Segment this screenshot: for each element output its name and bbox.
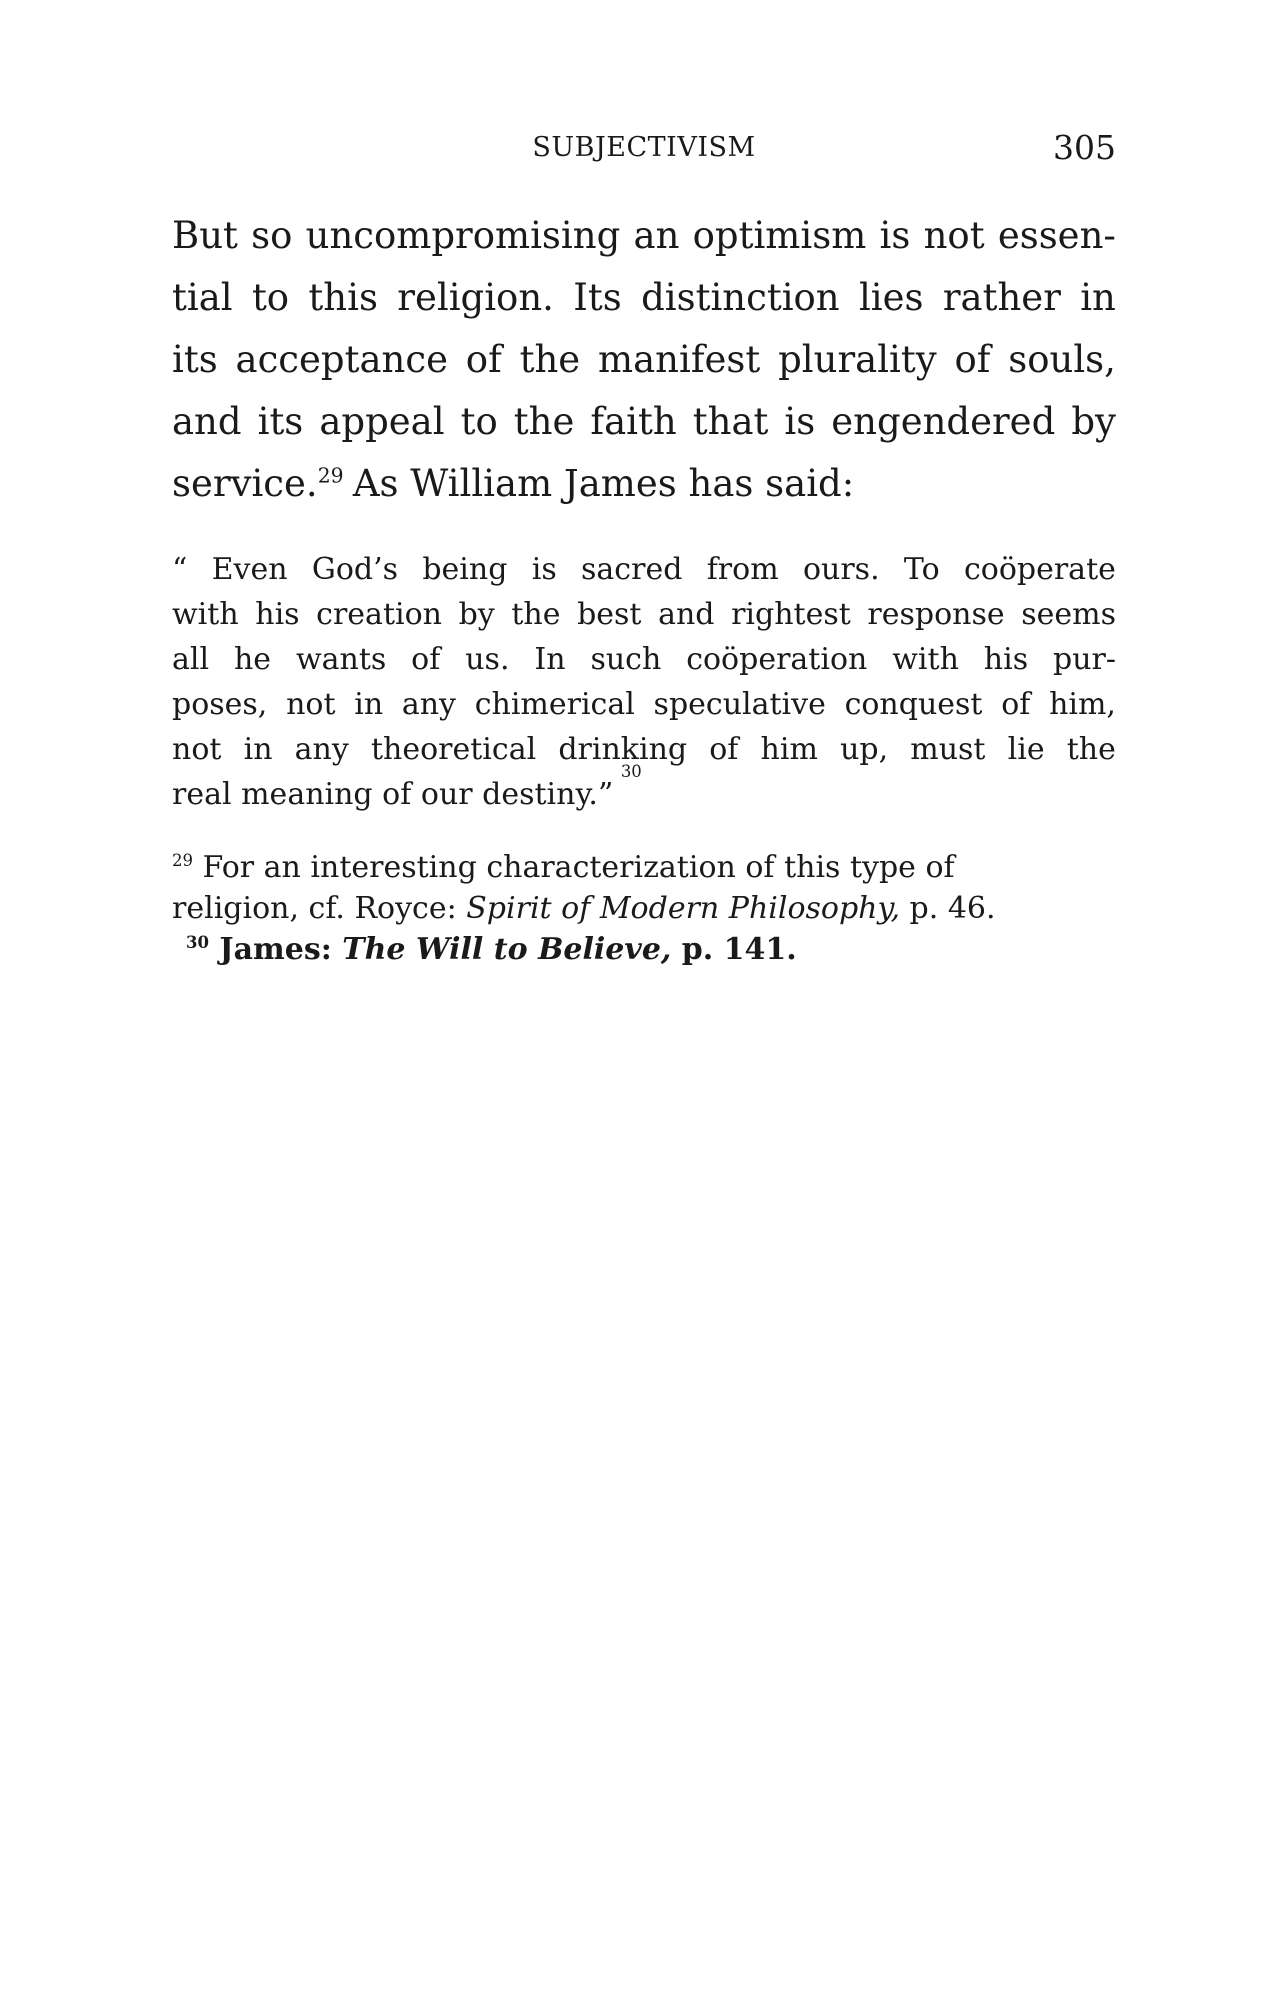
word: so	[251, 214, 293, 257]
word: he	[233, 642, 272, 677]
word: speculative	[653, 687, 826, 722]
paragraph-line-2	[172, 267, 1116, 329]
word: not	[286, 687, 336, 722]
footnote-marker-29: 29	[172, 851, 193, 870]
word: is	[879, 214, 911, 257]
word: rather	[942, 276, 1061, 319]
text-segment	[172, 888, 996, 929]
text-segment: service.	[172, 462, 318, 505]
footnote-ref-29[interactable]: 29	[317, 463, 344, 488]
word: optimism	[692, 214, 867, 257]
word: sacred	[581, 552, 683, 587]
quote-line-1	[172, 547, 1116, 592]
word: engendered	[831, 400, 1056, 443]
word: the	[1066, 732, 1116, 767]
text-segment	[172, 847, 955, 888]
word: distinction	[641, 276, 840, 319]
word: in	[1080, 276, 1116, 319]
word: to	[460, 400, 498, 443]
word: ours.	[802, 552, 880, 587]
text-segment: religion, cf. Royce:	[172, 891, 467, 926]
word: with	[172, 597, 239, 632]
quote-line-6	[172, 762, 1116, 817]
text-segment	[186, 929, 797, 970]
word: of	[709, 732, 739, 767]
word: such	[590, 642, 662, 677]
text-segment	[172, 453, 344, 515]
text-segment: For an interesting characterization of this type of	[202, 850, 955, 885]
word: seems	[1021, 597, 1116, 632]
cited-title: Spirit of Modern Philosophy,	[466, 891, 901, 926]
text-segment: James:	[219, 932, 343, 967]
footnote-30	[172, 929, 1116, 970]
word: lie	[1007, 732, 1045, 767]
word: pur-	[1052, 642, 1116, 677]
footnote-marker-30: 30	[186, 933, 209, 952]
word: from	[706, 552, 779, 587]
word: coöperate	[963, 552, 1116, 587]
word: the	[519, 338, 581, 381]
footnotes	[172, 847, 1116, 970]
paragraph-line-3	[172, 329, 1116, 391]
text-segment: p. 141.	[671, 932, 797, 967]
quote-line-5	[172, 727, 1116, 772]
word: souls,	[1008, 338, 1116, 381]
word: him,	[1049, 687, 1116, 722]
word: not	[172, 732, 222, 767]
word: to	[251, 276, 290, 319]
word: his	[255, 597, 300, 632]
word: drinking	[558, 732, 688, 767]
footnote-ref-30[interactable]: 30	[620, 762, 642, 781]
word: wants	[295, 642, 387, 677]
word: Its	[573, 276, 622, 319]
running-head	[172, 128, 1116, 172]
page-number: 305	[1053, 128, 1116, 167]
word: faith	[590, 400, 677, 443]
word: of	[411, 642, 441, 677]
word: in	[354, 687, 384, 722]
word: God’s	[311, 552, 399, 587]
word: uncompromising	[305, 214, 621, 257]
body-paragraph	[172, 205, 1116, 515]
footnote-29-line-1	[172, 847, 1116, 888]
word: tial	[172, 276, 233, 319]
word: is	[784, 400, 816, 443]
text-segment: As William James has said:	[352, 462, 855, 505]
word: chimerical	[474, 687, 635, 722]
word: But	[172, 214, 238, 257]
text-segment: p. 46.	[900, 891, 996, 926]
word: “	[172, 552, 188, 587]
word: not	[923, 214, 985, 257]
word: To	[903, 552, 940, 587]
word: his	[983, 642, 1029, 677]
paragraph-line-4	[172, 391, 1116, 453]
word: acceptance	[235, 338, 448, 381]
cited-title: The Will to Believe,	[342, 932, 672, 967]
quote-line-3	[172, 637, 1116, 682]
word: in	[243, 732, 273, 767]
word: rightest	[731, 597, 851, 632]
block-quote	[172, 547, 1116, 817]
word: and	[658, 597, 715, 632]
word: by	[458, 597, 495, 632]
word: its	[172, 338, 218, 381]
word: us.	[465, 642, 510, 677]
footnote-29-line-2	[172, 888, 1116, 929]
text-segment: real meaning of our destiny.”	[172, 777, 614, 812]
word: essen-	[997, 214, 1116, 257]
word: any	[294, 732, 349, 767]
word: of	[465, 338, 502, 381]
word: all	[172, 642, 210, 677]
word: best	[577, 597, 642, 632]
word: with	[892, 642, 959, 677]
word: by	[1071, 400, 1116, 443]
word: this	[308, 276, 378, 319]
word: an	[633, 214, 680, 257]
word: In	[534, 642, 566, 677]
word: theoretical	[370, 732, 537, 767]
word: coöperation	[686, 642, 868, 677]
quote-line-2	[172, 592, 1116, 637]
running-title: SUBJECTIVISM	[532, 132, 756, 163]
word: Even	[211, 552, 288, 587]
word: of	[1001, 687, 1031, 722]
word: is	[531, 552, 557, 587]
word: up,	[840, 732, 889, 767]
word: conquest	[844, 687, 983, 722]
word: response	[867, 597, 1005, 632]
word: its	[257, 400, 304, 443]
word: the	[513, 400, 575, 443]
word: appeal	[319, 400, 445, 443]
word: manifest	[598, 338, 761, 381]
word: being	[422, 552, 508, 587]
paragraph-line-5	[172, 453, 1116, 515]
word: poses,	[172, 687, 268, 722]
word: any	[401, 687, 456, 722]
word: him	[760, 732, 818, 767]
word: must	[910, 732, 986, 767]
word: plurality	[778, 338, 937, 381]
word: creation	[316, 597, 442, 632]
quote-line-4	[172, 682, 1116, 727]
paragraph-line-1	[172, 205, 1116, 267]
word: that	[692, 400, 769, 443]
word: the	[511, 597, 561, 632]
word: religion.	[397, 276, 554, 319]
word: lies	[858, 276, 924, 319]
word: of	[954, 338, 991, 381]
word: and	[172, 400, 242, 443]
